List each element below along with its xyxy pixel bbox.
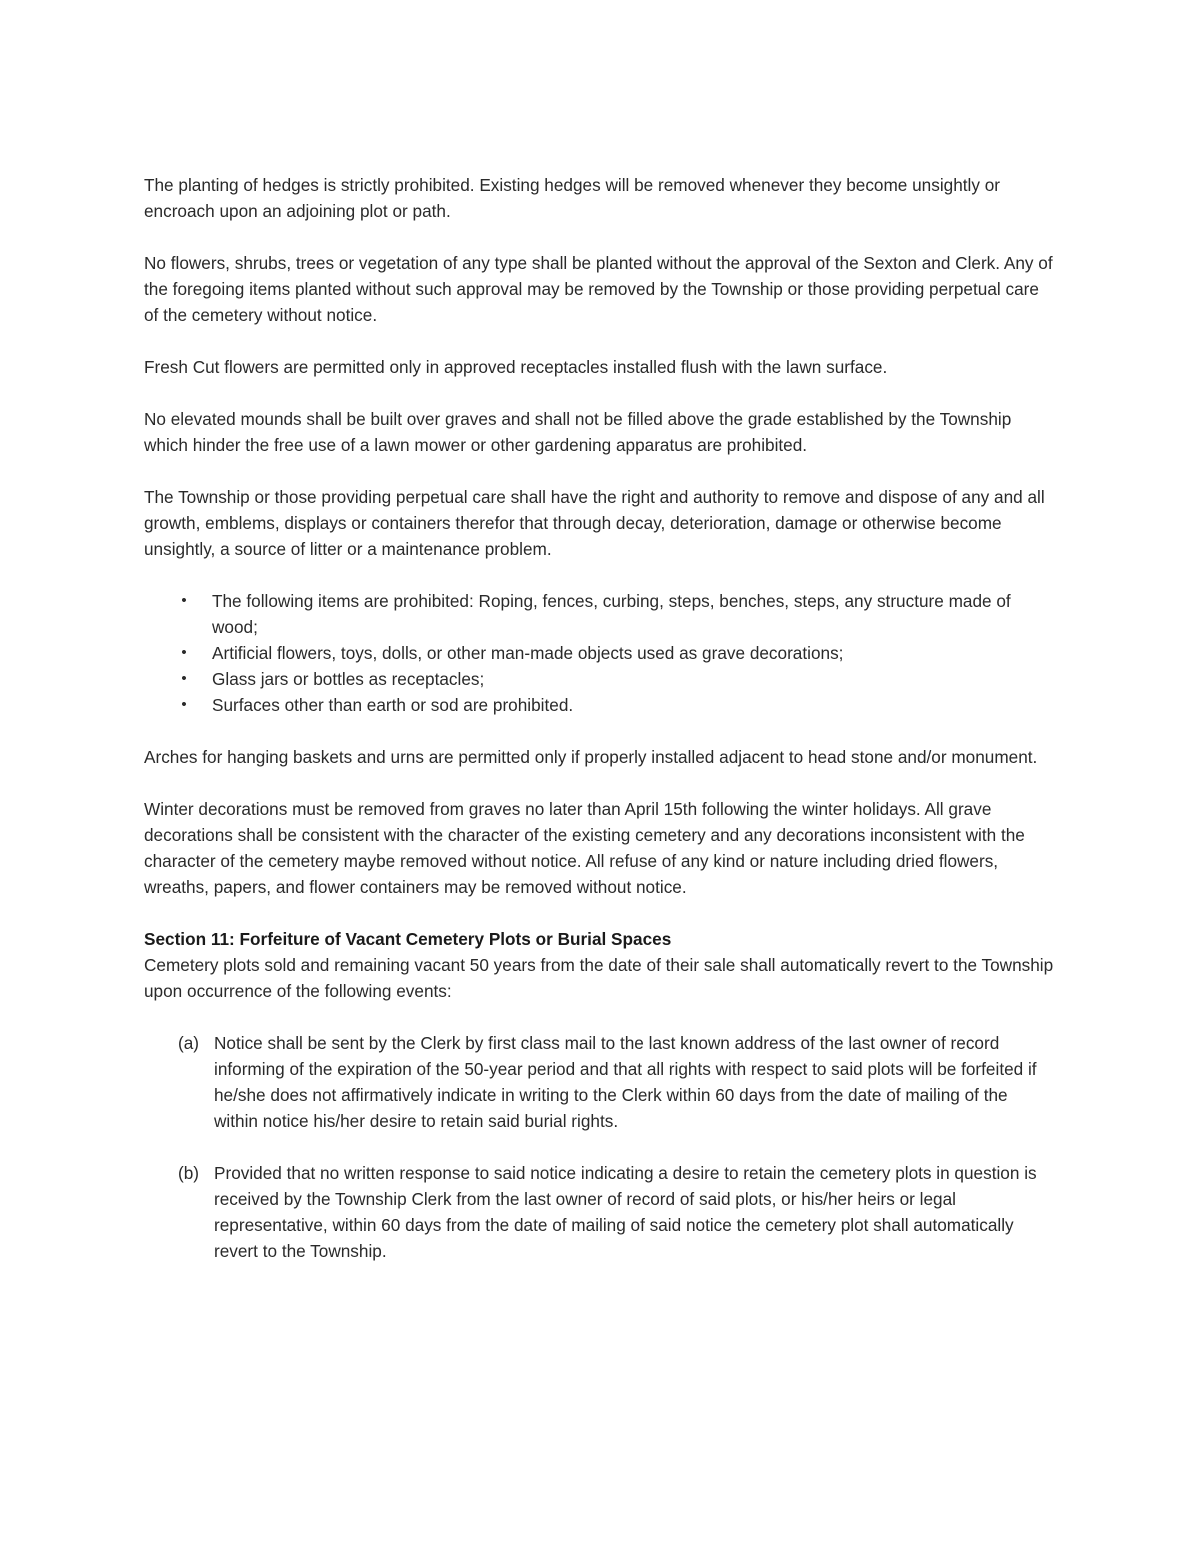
section-11-heading: Section 11: Forfeiture of Vacant Cemetery Plots or Burial Spaces <box>144 929 672 949</box>
lettered-item-a <box>144 1030 1054 1134</box>
item-text: Provided that no written response to said notice indicating a desire to retain the cemetery plots in question is received by the Township Clerk from the last owner of record of said plots, or his/her heirs or legal representative, within 60 days from the date of mailing of said notice the cemetery plot shall automatically revert to the Township. <box>214 1163 1037 1261</box>
lettered-item-b <box>144 1160 1054 1264</box>
paragraph-arches: Arches for hanging baskets and urns are permitted only if properly installed adjacent to head stone and/or monument. <box>144 747 1038 767</box>
list-item <box>144 588 1054 640</box>
item-label: (a) <box>178 1033 200 1053</box>
paragraph-winter-decorations: Winter decorations must be removed from graves no later than April 15th following the winter holidays. All grave decorations shall be consistent with the character of the existing cemetery and any decorations inconsistent with the character of the cemetery maybe removed without notice. All refuse of any kind or nature including dried flowers, wreaths, papers, and flower containers may be removed without notice. <box>144 799 1025 897</box>
list-item-text: The following items are prohibited: Roping, fences, curbing, steps, benches, steps, any structure made of wood; <box>212 591 1011 637</box>
paragraph-fresh-cut-flowers: Fresh Cut flowers are permitted only in approved receptacles installed flush with the lawn surface. <box>144 357 888 377</box>
list-item <box>144 692 1054 718</box>
item-label: (b) <box>178 1163 200 1183</box>
section-11-intro: Cemetery plots sold and remaining vacant 50 years from the date of their sale shall automatically revert to the Township upon occurrence of the following events: <box>144 955 1054 1001</box>
paragraph-hedges: The planting of hedges is strictly prohibited. Existing hedges will be removed whenever they become unsightly or encroach upon an adjoining plot or path. <box>144 175 1001 221</box>
bullet-icon: • <box>181 644 187 661</box>
bullet-icon: • <box>181 696 187 713</box>
bullet-icon: • <box>181 592 187 609</box>
list-item-text: Glass jars or bottles as receptacles; <box>212 669 485 689</box>
paragraph-planting-approval: No flowers, shrubs, trees or vegetation of any type shall be planted without the approval of the Sexton and Clerk. Any of the foregoing items planted without such approval may be removed by the Township or those providing perpetual care of the cemetery without notice. <box>144 253 1053 325</box>
document-page <box>144 172 1054 1290</box>
list-item-text: Artificial flowers, toys, dolls, or other man-made objects used as grave decorations; <box>212 643 844 663</box>
item-text: Notice shall be sent by the Clerk by first class mail to the last known address of the last owner of record informing of the expiration of the 50-year period and that all rights with respect to said plots will be forfeited if he/she does not affirmatively indicate in writing to the Clerk within 60 days from the date of mailing of the within notice his/her desire to retain said burial rights. <box>214 1033 1037 1131</box>
paragraph-elevated-mounds: No elevated mounds shall be built over graves and shall not be filled above the grade established by the Township which hinder the free use of a lawn mower or other gardening apparatus are prohibited. <box>144 409 1012 455</box>
list-item <box>144 666 1054 692</box>
list-item <box>144 640 1054 666</box>
list-item-text: Surfaces other than earth or sod are prohibited. <box>212 695 574 715</box>
bullet-icon: • <box>181 670 187 687</box>
prohibited-items-list <box>144 588 1054 718</box>
paragraph-removal-authority: The Township or those providing perpetual care shall have the right and authority to remove and dispose of any and all growth, emblems, displays or containers therefor that through decay, deterioration, damage or otherwise become unsightly, a source of litter or a maintenance problem. <box>144 487 1045 559</box>
